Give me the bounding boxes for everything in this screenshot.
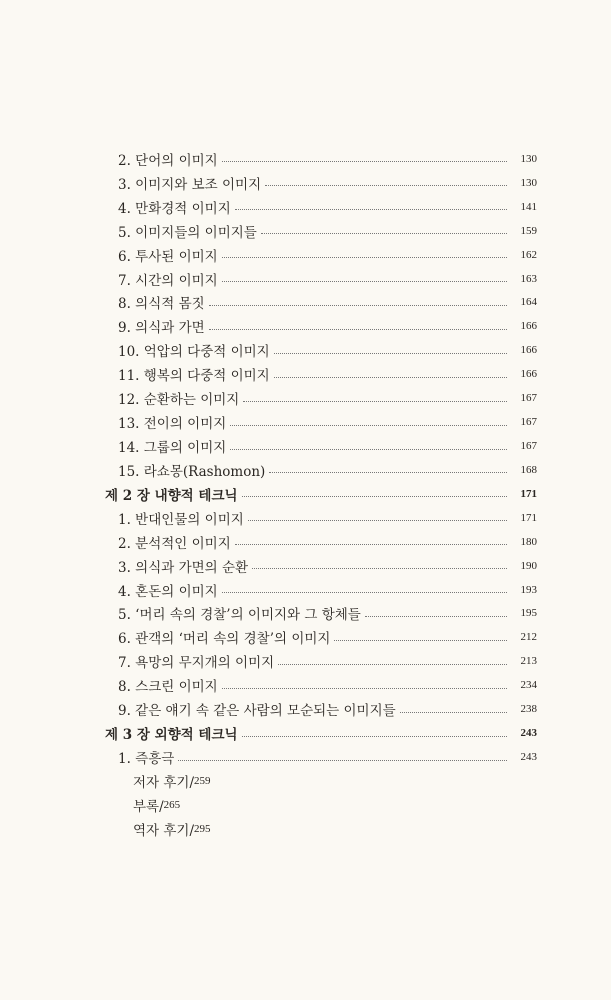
toc-page-number: 213 [520, 655, 537, 668]
toc-page-number: 167 [520, 416, 537, 429]
toc-entry-title: 8. 의식적 몸짓 [118, 296, 205, 313]
dotted-leader [265, 185, 507, 186]
dotted-leader [248, 520, 507, 521]
toc-entry-title: 4. 혼돈의 이미지 [118, 583, 218, 600]
toc-extra-page: 259 [194, 774, 211, 787]
toc-extra-title: 역자 후기/ [133, 822, 195, 839]
toc-page-number: 163 [520, 272, 537, 285]
toc-page-number: 130 [520, 152, 537, 165]
toc-page-number: 171 [520, 487, 537, 500]
toc-entry-row [105, 673, 537, 697]
toc-page-number: 167 [520, 440, 537, 453]
toc-page-number: 166 [520, 320, 537, 333]
toc-entry-row [105, 506, 537, 530]
toc-entry-row [105, 338, 537, 362]
toc-entry-row [105, 602, 537, 626]
toc-extra-title: 저자 후기/ [133, 774, 195, 791]
toc-page-number: 243 [520, 751, 537, 763]
toc-entry-row [105, 171, 537, 195]
toc-page-number: 180 [520, 535, 537, 548]
toc-entry-row [105, 530, 537, 554]
dotted-leader [365, 616, 507, 617]
dotted-leader [209, 305, 507, 306]
dotted-leader [334, 640, 507, 641]
toc-entry-row [105, 458, 537, 482]
toc-entry-title: 6. 투사된 이미지 [118, 248, 218, 265]
toc-entry-row [105, 410, 537, 434]
dotted-leader [252, 568, 507, 569]
toc-entry-title: 6. 관객의 ‘머리 속의 경찰’의 이미지 [118, 631, 331, 648]
toc-page-number: 234 [520, 679, 537, 692]
toc-extra-page: 295 [194, 822, 211, 835]
dotted-leader [274, 353, 507, 354]
table-of-contents [105, 147, 537, 841]
toc-entry-title: 9. 의식과 가면 [118, 320, 205, 337]
toc-page-number: 238 [520, 703, 537, 716]
toc-entry-title: 제 2 장 내향적 테크닉 [105, 487, 238, 504]
dotted-leader [178, 760, 507, 761]
toc-entry-title: 11. 행복의 다중적 이미지 [118, 368, 270, 385]
dotted-leader [274, 377, 507, 378]
toc-page-number: 171 [520, 511, 537, 524]
toc-entry-title: 10. 억압의 다중적 이미지 [118, 344, 270, 361]
toc-entry-row [105, 243, 537, 267]
toc-entry-row [105, 314, 537, 338]
toc-extra-row [105, 793, 537, 817]
dotted-leader [243, 401, 507, 402]
toc-page-number: 243 [520, 727, 537, 740]
toc-entry-title: 12. 순환하는 이미지 [118, 392, 240, 409]
toc-page-number: 193 [520, 583, 537, 596]
toc-page-number: 195 [520, 607, 537, 620]
toc-entry-row [105, 745, 537, 769]
toc-entry-title: 9. 같은 얘기 속 같은 사람의 모순되는 이미지들 [118, 703, 396, 720]
dotted-leader [400, 712, 507, 713]
toc-page-number: 162 [520, 248, 537, 261]
toc-entry-row [105, 649, 537, 673]
toc-entry-title: 제 3 장 외향적 테크닉 [105, 727, 238, 744]
toc-page-number: 130 [520, 176, 537, 189]
dotted-leader [230, 449, 507, 450]
toc-page-number: 141 [520, 200, 537, 213]
toc-entry-title: 5. ‘머리 속의 경찰’의 이미지와 그 항체들 [118, 607, 361, 624]
toc-extra-title: 부록/ [133, 798, 164, 815]
dotted-leader [278, 664, 507, 665]
toc-page-number: 164 [520, 296, 537, 309]
dotted-leader [261, 233, 507, 234]
toc-entry-row [105, 386, 537, 410]
toc-entry-title: 2. 분석적인 이미지 [118, 535, 231, 552]
dotted-leader [222, 688, 507, 689]
toc-page-number: 212 [520, 631, 537, 644]
toc-entry-title: 1. 반대인물의 이미지 [118, 511, 244, 528]
toc-page-number: 190 [520, 559, 537, 572]
dotted-leader [230, 425, 507, 426]
toc-page-number: 159 [520, 224, 537, 237]
toc-chapter-row [105, 482, 537, 506]
toc-entry-title: 13. 전이의 이미지 [118, 416, 227, 433]
toc-entry-row [105, 362, 537, 386]
toc-entry-title: 5. 이미지들의 이미지들 [118, 224, 257, 241]
toc-entry-title: 14. 그룹의 이미지 [118, 440, 227, 457]
dotted-leader [209, 329, 507, 330]
toc-entry-row [105, 554, 537, 578]
toc-entry-row [105, 267, 537, 291]
toc-entry-row [105, 195, 537, 219]
toc-extra-page: 265 [163, 798, 181, 811]
toc-entry-row [105, 147, 537, 171]
toc-extra-row [105, 817, 537, 841]
toc-entry-title: 7. 욕망의 무지개의 이미지 [118, 655, 275, 672]
toc-entry-row [105, 578, 537, 602]
toc-chapter-row [105, 721, 537, 745]
toc-entry-row [105, 291, 537, 315]
toc-page-number: 168 [520, 463, 537, 476]
dotted-leader [242, 496, 507, 497]
dotted-leader [222, 161, 507, 162]
toc-entry-row [105, 434, 537, 458]
toc-entry-title: 7. 시간의 이미지 [118, 272, 218, 289]
dotted-leader [222, 592, 507, 593]
dotted-leader [269, 472, 507, 473]
dotted-leader [235, 209, 507, 210]
toc-entry-title: 1. 즉흥극 [118, 751, 175, 767]
dotted-leader [235, 544, 507, 545]
toc-entry-title: 2. 단어의 이미지 [118, 152, 218, 169]
toc-page-number: 167 [520, 392, 537, 405]
toc-entry-title: 3. 의식과 가면의 순환 [118, 559, 249, 576]
toc-entry-row [105, 697, 537, 721]
dotted-leader [242, 736, 507, 737]
toc-entry-title: 8. 스크린 이미지 [118, 679, 218, 696]
toc-extra-row [105, 769, 537, 793]
toc-entry-title: 4. 만화경적 이미지 [118, 200, 231, 217]
toc-entry-title: 3. 이미지와 보조 이미지 [118, 176, 262, 193]
toc-entry-row [105, 625, 537, 649]
toc-entry-title: 15. 라쇼몽(Rashomon) [118, 463, 266, 480]
toc-page-number: 166 [520, 344, 537, 357]
dotted-leader [222, 281, 507, 282]
toc-page-number: 166 [520, 368, 537, 381]
toc-entry-row [105, 219, 537, 243]
dotted-leader [222, 257, 507, 258]
